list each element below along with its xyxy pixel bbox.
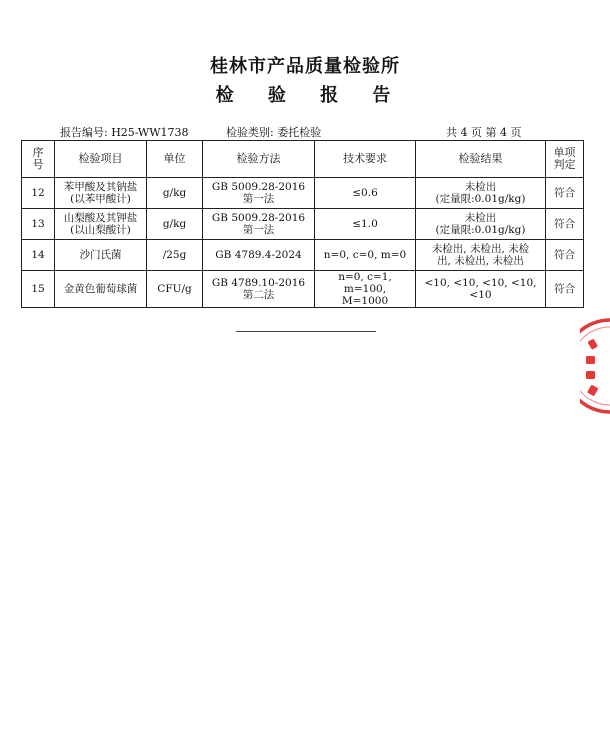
report-title: 检 验 报 告: [215, 85, 405, 106]
cell-item-line: (以山梨酸计): [70, 224, 131, 236]
table-row: [22, 271, 584, 308]
cell-judgement: 符合: [546, 209, 584, 240]
cell-item: [55, 240, 147, 271]
cell-requirement: [315, 178, 416, 209]
cell-seq: 12: [22, 178, 55, 209]
cell-method: [203, 271, 315, 308]
cell-method: [203, 240, 315, 271]
cell-result: [416, 209, 546, 240]
cell-result-line: (定量限:0.01g/kg): [435, 193, 526, 205]
header-seq: [22, 141, 55, 178]
header-seq-line: 号: [32, 158, 44, 171]
cell-requirement: [315, 240, 416, 271]
cell-result: [416, 240, 546, 271]
header-requirement: 技术要求: [315, 141, 416, 178]
cell-result-line: <10: [469, 289, 492, 301]
cell-method-line: 第一法: [242, 193, 275, 205]
cell-method-line: GB 4789.10-2016: [211, 277, 306, 289]
cell-result-line: 未检出: [464, 212, 497, 224]
cell-judgement: 符合: [546, 240, 584, 271]
header-judgement-line: 判定: [553, 158, 576, 171]
cell-item-line: 苯甲酸及其钠盐: [63, 181, 138, 193]
cell-method-line: GB 5009.28-2016: [211, 181, 306, 193]
page-indicator: 共 4 页 第 4 页: [446, 126, 522, 139]
cell-result: [416, 271, 546, 308]
cell-item: [55, 271, 147, 308]
cell-requirement-line: ≤1.0: [352, 218, 378, 230]
cell-result-line: 未检出: [464, 181, 497, 193]
cell-item: [55, 209, 147, 240]
cell-item-line: 沙门氏菌: [79, 249, 122, 261]
inspection-type: 检验类别: 委托检验: [226, 126, 322, 139]
cell-result-line: 未检出, 未检出, 未检: [431, 243, 530, 255]
cell-item-line: 山梨酸及其钾盐: [63, 212, 138, 224]
cell-method-line: 第一法: [242, 224, 275, 236]
cell-result-line: (定量限:0.01g/kg): [435, 224, 526, 236]
cell-result: [416, 178, 546, 209]
cell-seq: 14: [22, 240, 55, 271]
cell-unit: g/kg: [147, 178, 203, 209]
cell-item-line: (以苯甲酸计): [70, 193, 131, 205]
official-seal-icon: [580, 318, 610, 414]
header-result: 检验结果: [416, 141, 546, 178]
report-number: 报告编号: H25-WW1738: [60, 126, 189, 139]
end-of-report-rule: [236, 331, 376, 332]
table-row: [22, 178, 584, 209]
cell-requirement-line: n=0, c=0, m=0: [323, 249, 407, 261]
header-judgement-line: 单项: [553, 146, 576, 159]
cell-result-line: <10, <10, <10, <10,: [424, 277, 537, 289]
cell-seq: 13: [22, 209, 55, 240]
table-row: [22, 209, 584, 240]
header-seq-line: 序: [32, 146, 44, 159]
cell-requirement: [315, 271, 416, 308]
header-method: 检验方法: [203, 141, 315, 178]
cell-method-line: 第二法: [242, 289, 275, 301]
cell-judgement: 符合: [546, 271, 584, 308]
cell-method: [203, 209, 315, 240]
institute-title: 桂林市产品质量检验所: [210, 56, 400, 77]
table-header-row: [22, 141, 584, 178]
header-item: 检验项目: [55, 141, 147, 178]
header-unit: 单位: [147, 141, 203, 178]
cell-requirement-line: M=1000: [341, 295, 389, 307]
cell-item: [55, 178, 147, 209]
cell-method-line: GB 5009.28-2016: [211, 212, 306, 224]
cell-seq: 15: [22, 271, 55, 308]
table-row: [22, 240, 584, 271]
cell-method: [203, 178, 315, 209]
cell-judgement: 符合: [546, 178, 584, 209]
cell-unit: /25g: [147, 240, 203, 271]
cell-item-line: 金黄色葡萄球菌: [63, 283, 138, 295]
cell-result-line: 出, 未检出, 未检出: [437, 255, 524, 267]
cell-unit: CFU/g: [147, 271, 203, 308]
cell-method-line: GB 4789.4-2024: [215, 249, 302, 261]
seal-ring: [580, 320, 610, 412]
cell-requirement: [315, 209, 416, 240]
header-judgement: [546, 141, 584, 178]
cell-unit: g/kg: [147, 209, 203, 240]
cell-requirement-line: ≤0.6: [352, 187, 378, 199]
cell-requirement-line: n=0, c=1, m=100,: [338, 271, 392, 295]
seal-marks: [586, 339, 598, 397]
inspection-results-table: [21, 140, 584, 308]
